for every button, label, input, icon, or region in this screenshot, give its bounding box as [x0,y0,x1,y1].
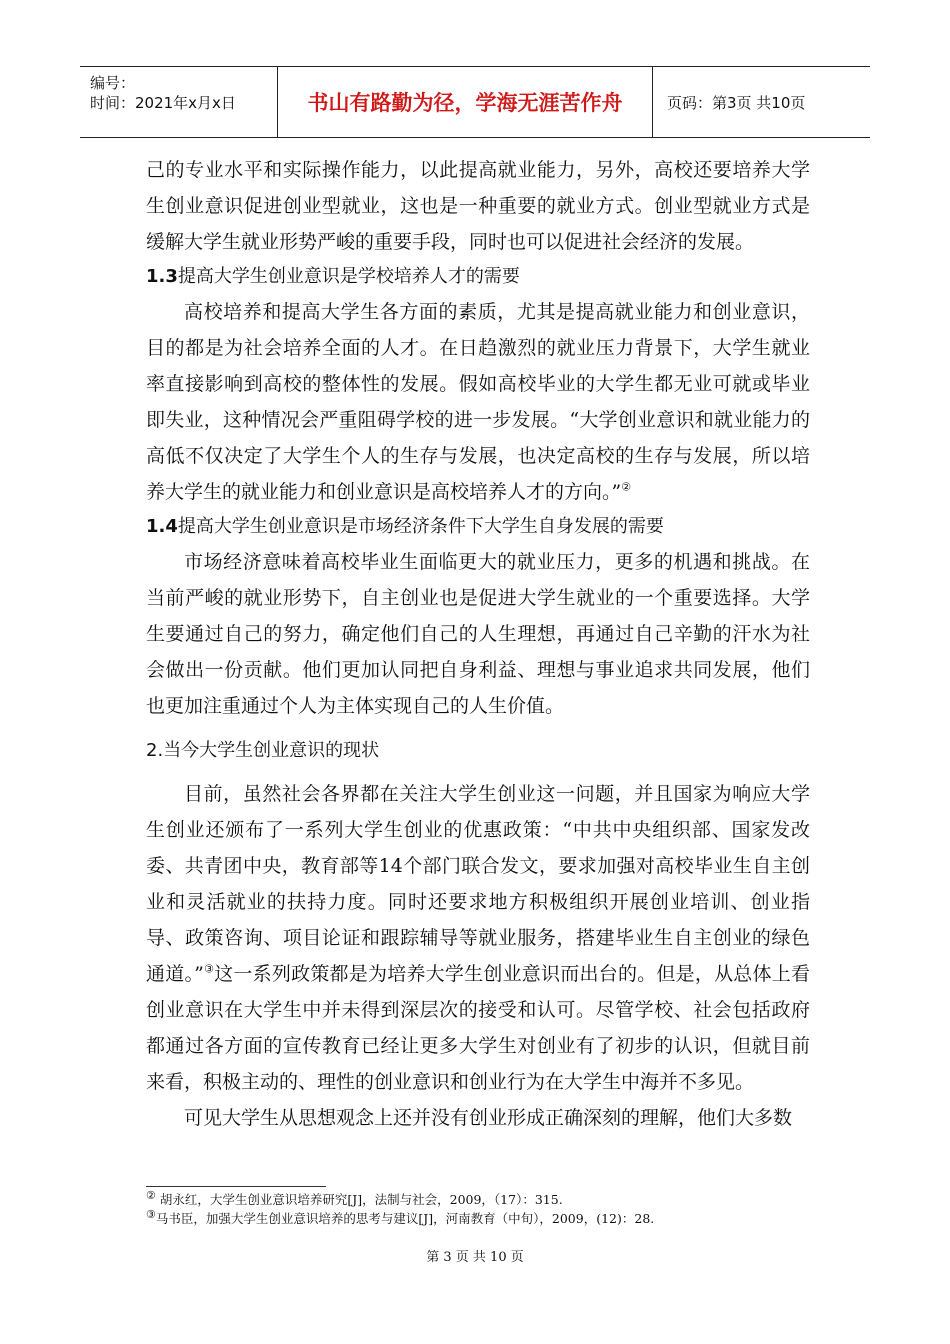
paragraph-5: 可见大学生从思想观念上还并没有创业形成正确深刻的理解，他们大多数 [184,1107,793,1129]
section-number: 1.3 [146,266,178,287]
footnote-divider [146,1186,326,1187]
footnotes [146,1190,846,1228]
footnote-ref-2: ② [621,480,632,494]
document-header [80,66,870,138]
section-heading-1-3 [146,260,810,294]
page-footer: 第 3 页 共 10 页 [426,1250,524,1265]
paragraph-1: 己的专业水平和实际操作能力，以此提高就业能力，另外，高校还要培养大学生创业意识促进创业型就业，这也是一种重要的就业方式。创业型就业方式是缓解大学生就业形势严峻的重要手段，同时也可以促进社会经济的发展。 [146,159,810,253]
section-heading-1-4 [146,510,810,544]
section-title: 提高大学生创业意识是学校培养人才的需要 [177,266,520,287]
header-meta [80,67,278,137]
paragraph-2-text: 高校培养和提高大学生各方面的素质，尤其是提高就业能力和创业意识，目的都是为社会培养全面的人才。在日趋激烈的就业压力背景下，大学生就业率直接影响到高校的整体性的发展。假如高校毕业的大学生都无业可就或毕业即失业，这种情况会严重阻碍学校的进一步发展。“大学创业意识和就业能力的高低不仅决定了大学生个人的生存与发展，也决定高校的生存与发展，所以培养大学生的就业能力和创业意识是高校培养人才的方向。” [146,301,810,503]
header-page-label: 页码：第3页 共10页 [667,93,806,112]
paragraph-4-text-b: 这一系列政策都是为培养大学生创业意识而出台的。但是，从总体上看创业意识在大学生中并未得到深层次的接受和认可。尽管学校、社会包括政府都通过各方面的宣传教育已经让更多大学生对创业有了初步的认识，但就目前来看，积极主动的、理性的创业意识和创业行为在大学生中海并不多见。 [146,963,810,1093]
document-body [146,152,810,1136]
section-title: 提高大学生创业意识是市场经济条件下大学生自身发展的需要 [177,516,664,537]
footnote-mark-3: ③ [146,1207,156,1221]
paragraph-4 [146,776,810,1100]
section-number: 1.4 [146,516,178,537]
section-number: 2. [146,740,164,761]
section-title: 当今大学生创业意识的现状 [163,740,380,761]
code-label: 编号： [90,74,136,92]
paragraph-2 [146,294,810,510]
time-label: 时间：2021年x月x日 [90,94,236,112]
footnote-3-text: 马书臣，加强大学生创业意识培养的思考与建议[J]，河南教育（中旬），2009，(12)：28. [155,1211,655,1226]
footnote-mark-2: ② [146,1188,156,1202]
section-heading-2 [146,734,810,768]
paragraph-4-text-a: 目前，虽然社会各界都在关注大学生创业这一问题，并且国家为响应大学生创业还颁布了一系列大学生创业的优惠政策：“中共中央组织部、国家发改委、共青团中央，教育部等14个部门联合发文，要求加强对高校毕业生自主创业和灵活就业的扶持力度。同时还要求地方积极组织开展创业培训、创业指导、政策咨询、项目论证和跟踪辅导等就业服务，搭建毕业生自主创业的绿色通道。” [146,783,810,985]
footnote-ref-3: ③ [203,962,215,976]
footnote-3 [146,1209,846,1228]
header-motto: 书山有路勤为径，学海无涯苦作舟 [278,67,653,137]
paragraph-3: 市场经济意味着高校毕业生面临更大的就业压力，更多的机遇和挑战。在当前严峻的就业形势下，自主创业也是促进大学生就业的一个重要选择。大学生要通过自己的努力，确定他们自己的人生理想，再通过自己辛勤的汗水为社会做出一份贡献。他们更加认同把自身利益、理想与事业追求共同发展，他们也更加注重通过个人为主体实现自己的人生价值。 [146,551,810,717]
footnote-2 [146,1190,846,1209]
footnote-2-text: 胡永红，大学生创业意识培养研究[J]，法制与社会，2009，（17）：315. [155,1192,563,1207]
